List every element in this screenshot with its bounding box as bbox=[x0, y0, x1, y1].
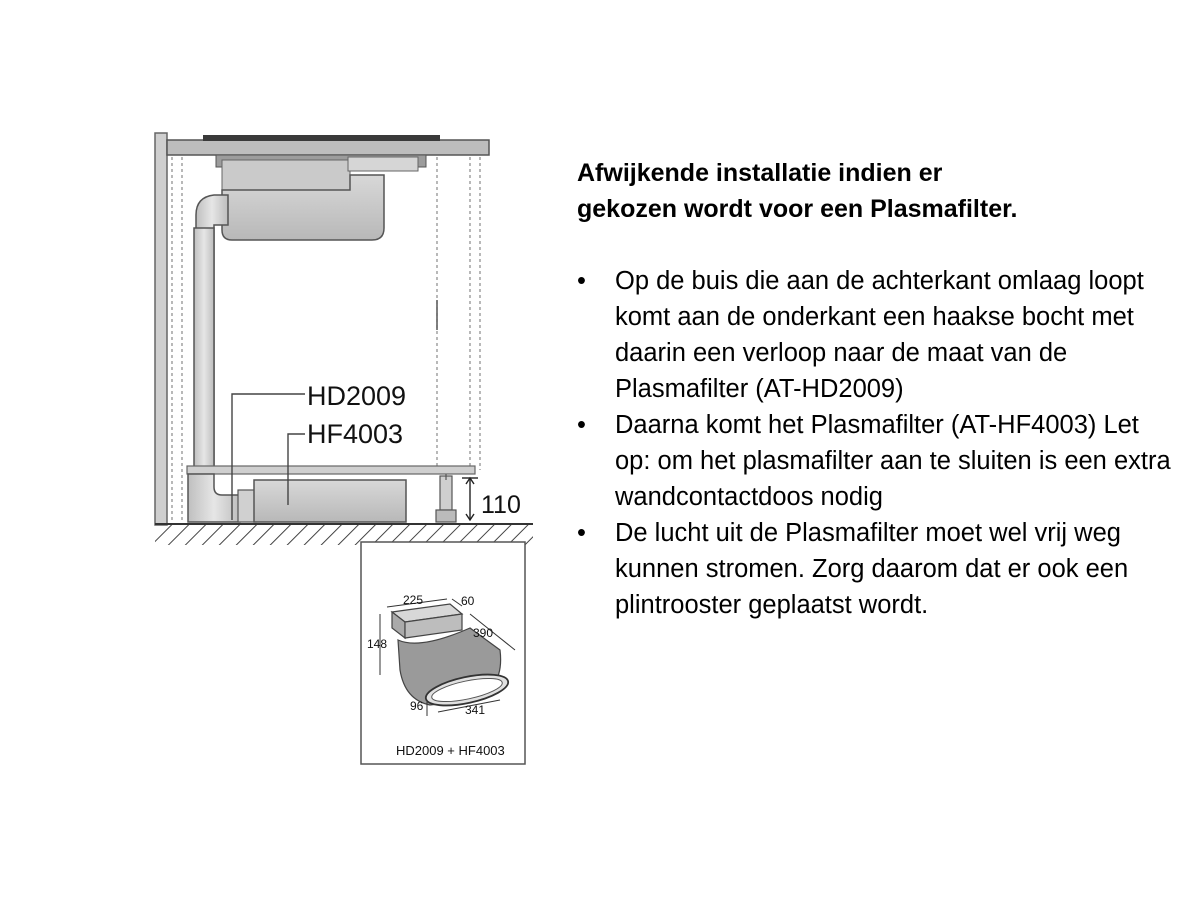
worktop bbox=[167, 135, 489, 155]
elbow-bend bbox=[188, 474, 256, 522]
plinth-foot bbox=[436, 474, 456, 522]
hob-extractor-unit bbox=[216, 155, 426, 240]
inset-caption: HD2009 + HF4003 bbox=[396, 743, 505, 758]
label-hf4003: HF4003 bbox=[307, 419, 404, 449]
heading-line-2: gekozen wordt voor een Plasmafilter. bbox=[577, 195, 1018, 223]
plinth-dimension bbox=[462, 478, 478, 520]
bullet-text: De lucht uit de Plasmafilter moet wel vrij weg kunnen stromen. Zorg daarom dat er ook een plintrooster geplaatst wordt. bbox=[615, 519, 1129, 619]
inset-dim-96: 96 bbox=[410, 699, 424, 713]
inset-dim-341: 341 bbox=[465, 703, 486, 717]
inset-dim-60: 60 bbox=[461, 594, 475, 608]
bullet-text: Op de buis die aan de achterkant omlaag loopt komt aan de onderkant een haakse bocht met daarin een verloop naar de maat van de Plasmafilter (AT-HD2009) bbox=[615, 267, 1144, 403]
plinth-dimension-label: 110 bbox=[481, 491, 521, 519]
bullet-item bbox=[577, 407, 1177, 515]
heading-line-1: Afwijkende installatie indien er bbox=[577, 159, 943, 187]
bullet-item bbox=[577, 263, 1177, 407]
inset-panel bbox=[361, 542, 525, 764]
wall bbox=[155, 133, 167, 525]
bullet-item bbox=[577, 515, 1177, 623]
inset-dim-390: 390 bbox=[473, 626, 494, 640]
label-hd2009: HD2009 bbox=[307, 381, 407, 411]
bullet-text: Daarna komt het Plasmafilter (AT-HF4003) Let op: om het plasmafilter aan te sluiten is een extra wandcontactdoos nodig bbox=[615, 411, 1171, 511]
bullet-list bbox=[577, 263, 1177, 623]
heading bbox=[577, 155, 1177, 227]
cabinet-bottom bbox=[187, 466, 475, 474]
inset-dim-225: 225 bbox=[403, 593, 424, 607]
bullet-dot: • bbox=[577, 267, 586, 295]
bullet-dot: • bbox=[577, 519, 586, 547]
instruction-text bbox=[577, 155, 1177, 623]
inset-dim-148: 148 bbox=[367, 637, 388, 651]
bullet-dot: • bbox=[577, 411, 586, 439]
plasma-filter-box bbox=[254, 480, 406, 522]
